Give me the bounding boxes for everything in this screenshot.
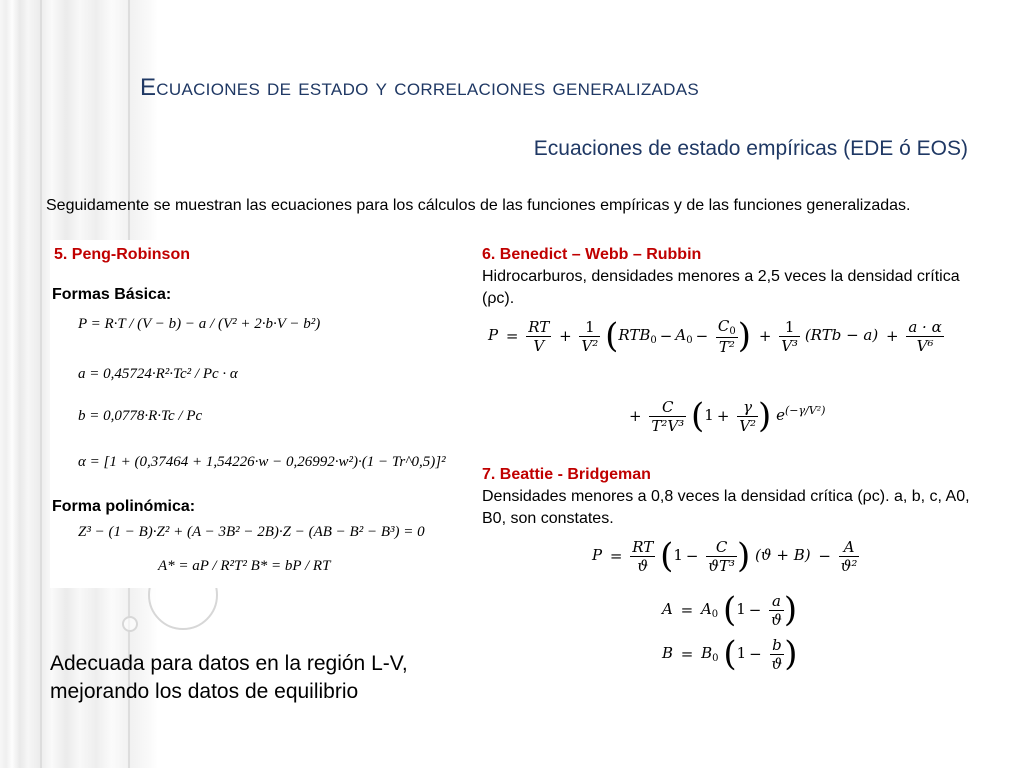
- bb-description: Densidades menores a 0,8 veces la densidad crítica (ρc). a, b, c, A0, B0, son constates.: [482, 488, 970, 527]
- bb-equation-b: $B = B_0$ (1 − $\frac{b}{ϑ}$ ): [662, 634, 798, 674]
- pr-equation-p: P = R·T / (V − b) − a / (V² + 2·b·V − b²): [78, 316, 321, 332]
- bb-equation-a: $A = A_0$ (1 − $\frac{a}{ϑ}$ ): [662, 590, 798, 630]
- pr-equation-ab: A* = aP / R²T² B* = bP / RT: [158, 558, 331, 574]
- bwr-description: Hidrocarburos, densidades menores a 2,5 veces la densidad crítica (ρc).: [482, 268, 960, 307]
- slide-title: Ecuaciones de estado y correlaciones generalizadas: [140, 74, 700, 101]
- polynomial-heading: Forma polinómica:: [52, 498, 196, 515]
- pr-equation-alpha: α = [1 + (0,37464 + 1,54226·w − 0,26992·w²)·(1 − Tr^0,5)]²: [78, 454, 446, 470]
- bb-section: [482, 464, 972, 530]
- pr-equation-a: a = 0,45724·R²·Tc² / Pc · α: [78, 366, 238, 382]
- decorative-circle: [122, 616, 138, 632]
- pr-equation-b: b = 0,0778·R·Tc / Pc: [78, 408, 203, 424]
- bwr-equation-line1: P = $\frac{RT}{V}$ + $\frac{1}{\text{V²}}$ ($RTB_0 - A_0$ − $\frac{C_0}{\text{T²}}$ ) + $\frac{1}{\text{V³}}$ (RTb − a) + $\frac{a \cdot \alpha}{\text{V⁶}}$: [488, 316, 942, 356]
- bb-heading: 7. Beattie - Bridgeman: [482, 466, 651, 483]
- bb-equation-p: P = $\frac{RT}{ϑ}$ (1 − $\frac{C}{\text{ϑT³}}$ ) (ϑ + B) − $\frac{A}{\text{ϑ²}}$: [592, 536, 858, 576]
- bwr-heading: 6. Benedict – Webb – Rubbin: [482, 246, 702, 263]
- peng-robinson-heading: 5. Peng-Robinson: [54, 246, 190, 263]
- note-text: Adecuada para datos en la región L-V, mejorando los datos de equilibrio: [50, 652, 408, 703]
- bwr-equation-line2: + $\frac{C}{\text{T²V³}}$ (1 + $\frac{\gamma}{\text{V²}}$ ) $e^{(-\gamma/V^2)}$: [629, 396, 826, 436]
- peng-robinson-image: [50, 240, 464, 588]
- basic-form-heading: Formas Básica:: [52, 286, 172, 303]
- slide-subtitle: Ecuaciones de estado empíricas (EDE ó EOS): [533, 137, 968, 160]
- intro-text: Seguidamente se muestran las ecuaciones para los cálculos de las funciones empíricas y de las funciones generalizadas.: [46, 197, 911, 214]
- bwr-section: [482, 244, 972, 310]
- pr-equation-polynomial: Z³ − (1 − B)·Z² + (A − 3B² − 2B)·Z − (AB − B² − B³) = 0: [78, 524, 425, 540]
- decorative-line: [40, 0, 42, 768]
